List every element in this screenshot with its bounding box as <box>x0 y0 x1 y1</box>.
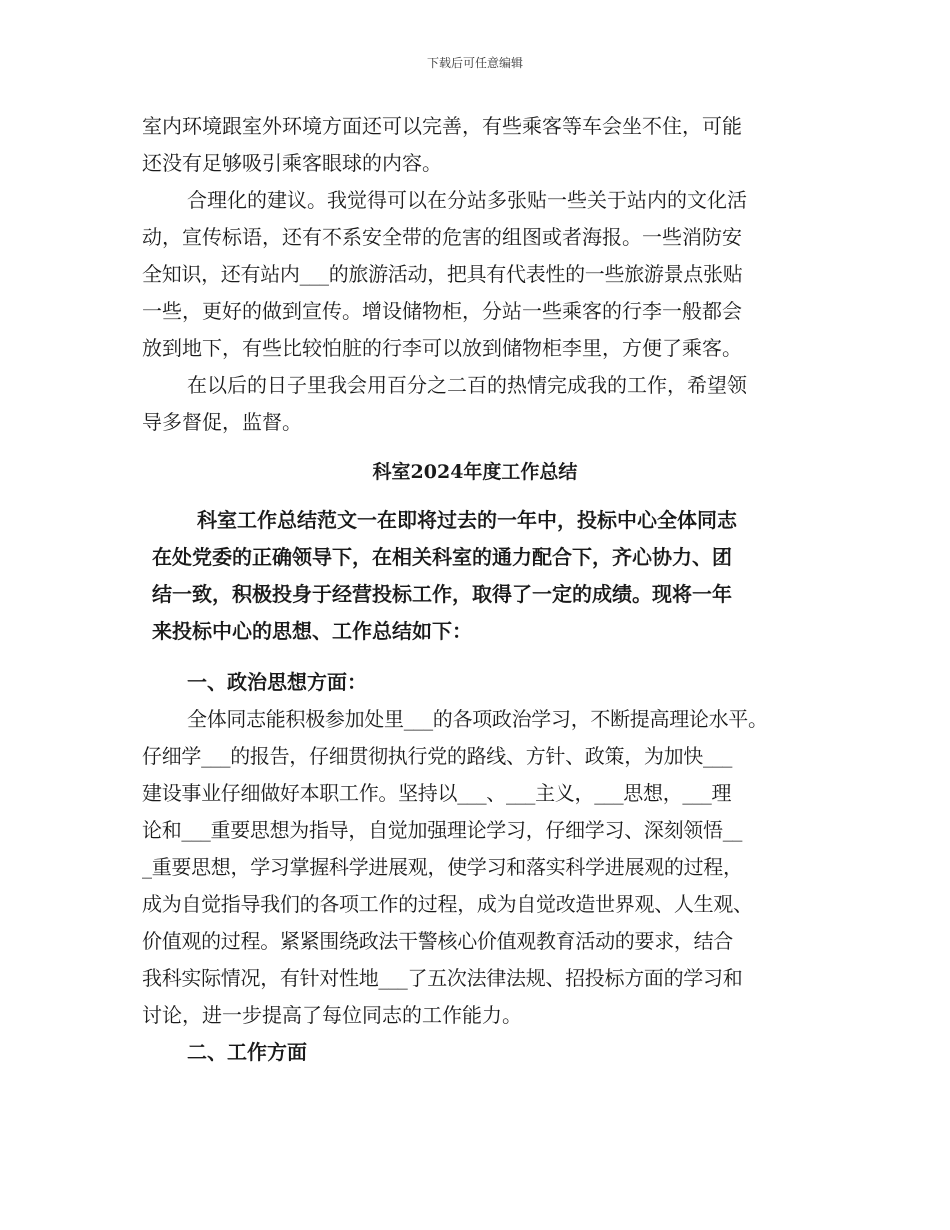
paragraph-line: 论和___重要思想为指导，自觉加强理论学习，仔细学习、深刻领悟__ <box>142 818 743 842</box>
paragraph-line: _重要思想，学习掌握科学进展观，使学习和落实科学进展观的过程， <box>142 855 743 879</box>
document-title: 科室2024年度工作总结 <box>372 461 578 483</box>
paragraph-line: 一些，更好的做到宣传。增设储物柜，分站一些乘客的行李一般都会 <box>142 299 742 323</box>
paragraph-line: 合理化的建议。我觉得可以在分站多张贴一些关于站内的文化活 <box>187 188 747 212</box>
paragraph-line: 全体同志能积极参加处里___的各项政治学习，不断提高理论水平。 <box>187 707 768 731</box>
paragraph-line: 还没有足够吸引乘客眼球的内容。 <box>142 151 442 175</box>
paragraph-line: 导多督促，监督。 <box>142 410 302 434</box>
paragraph-line: 全知识，还有站内___的旅游活动，把具有代表性的一些旅游景点张贴 <box>142 262 743 286</box>
paragraph-line: 讨论，进一步提高了每位同志的工作能力。 <box>142 1003 522 1027</box>
header-note: 下载后可任意编辑 <box>426 56 523 70</box>
paragraph-line: 室内环境跟室外环境方面还可以完善，有些乘客等车会坐不住，可能 <box>142 114 742 138</box>
paragraph-line: 动，宣传标语，还有不系安全带的危害的组图或者海报。一些消防安 <box>142 225 742 249</box>
section-heading: 一、政治思想方面： <box>187 670 367 694</box>
paragraph-line: 我科实际情况，有针对性地___了五次法律法规、招投标方面的学习和 <box>142 966 743 990</box>
intro-line: 结一致，积极投身于经营投标工作，取得了一定的成绩。现将一年 <box>152 582 732 606</box>
intro-line: 在处党委的正确领导下，在相关科室的通力配合下，齐心协力、团 <box>152 545 732 569</box>
paragraph-line: 在以后的日子里我会用百分之二百的热情完成我的工作，希望领 <box>187 373 747 397</box>
paragraph-line: 价值观的过程。紧紧围绕政法干警核心价值观教育活动的要求，结合 <box>142 929 733 953</box>
section-heading: 二、工作方面 <box>187 1040 307 1064</box>
paragraph-line: 成为自觉指导我们的各项工作的过程，成为自觉改造世界观、人生观、 <box>142 892 753 916</box>
paragraph-line: 放到地下，有些比较怕脏的行李可以放到储物柜李里，方便了乘客。 <box>142 336 742 360</box>
intro-line: 科室工作总结范文一在即将过去的一年中，投标中心全体同志 <box>197 508 737 532</box>
paragraph-line: 仔细学___的报告，仔细贯彻执行党的路线、方针、政策，为加快___ <box>142 744 733 768</box>
intro-line: 来投标中心的思想、工作总结如下： <box>152 619 472 643</box>
paragraph-line: 建设事业仔细做好本职工作。坚持以___、___主义，___思想，___理 <box>142 781 732 805</box>
